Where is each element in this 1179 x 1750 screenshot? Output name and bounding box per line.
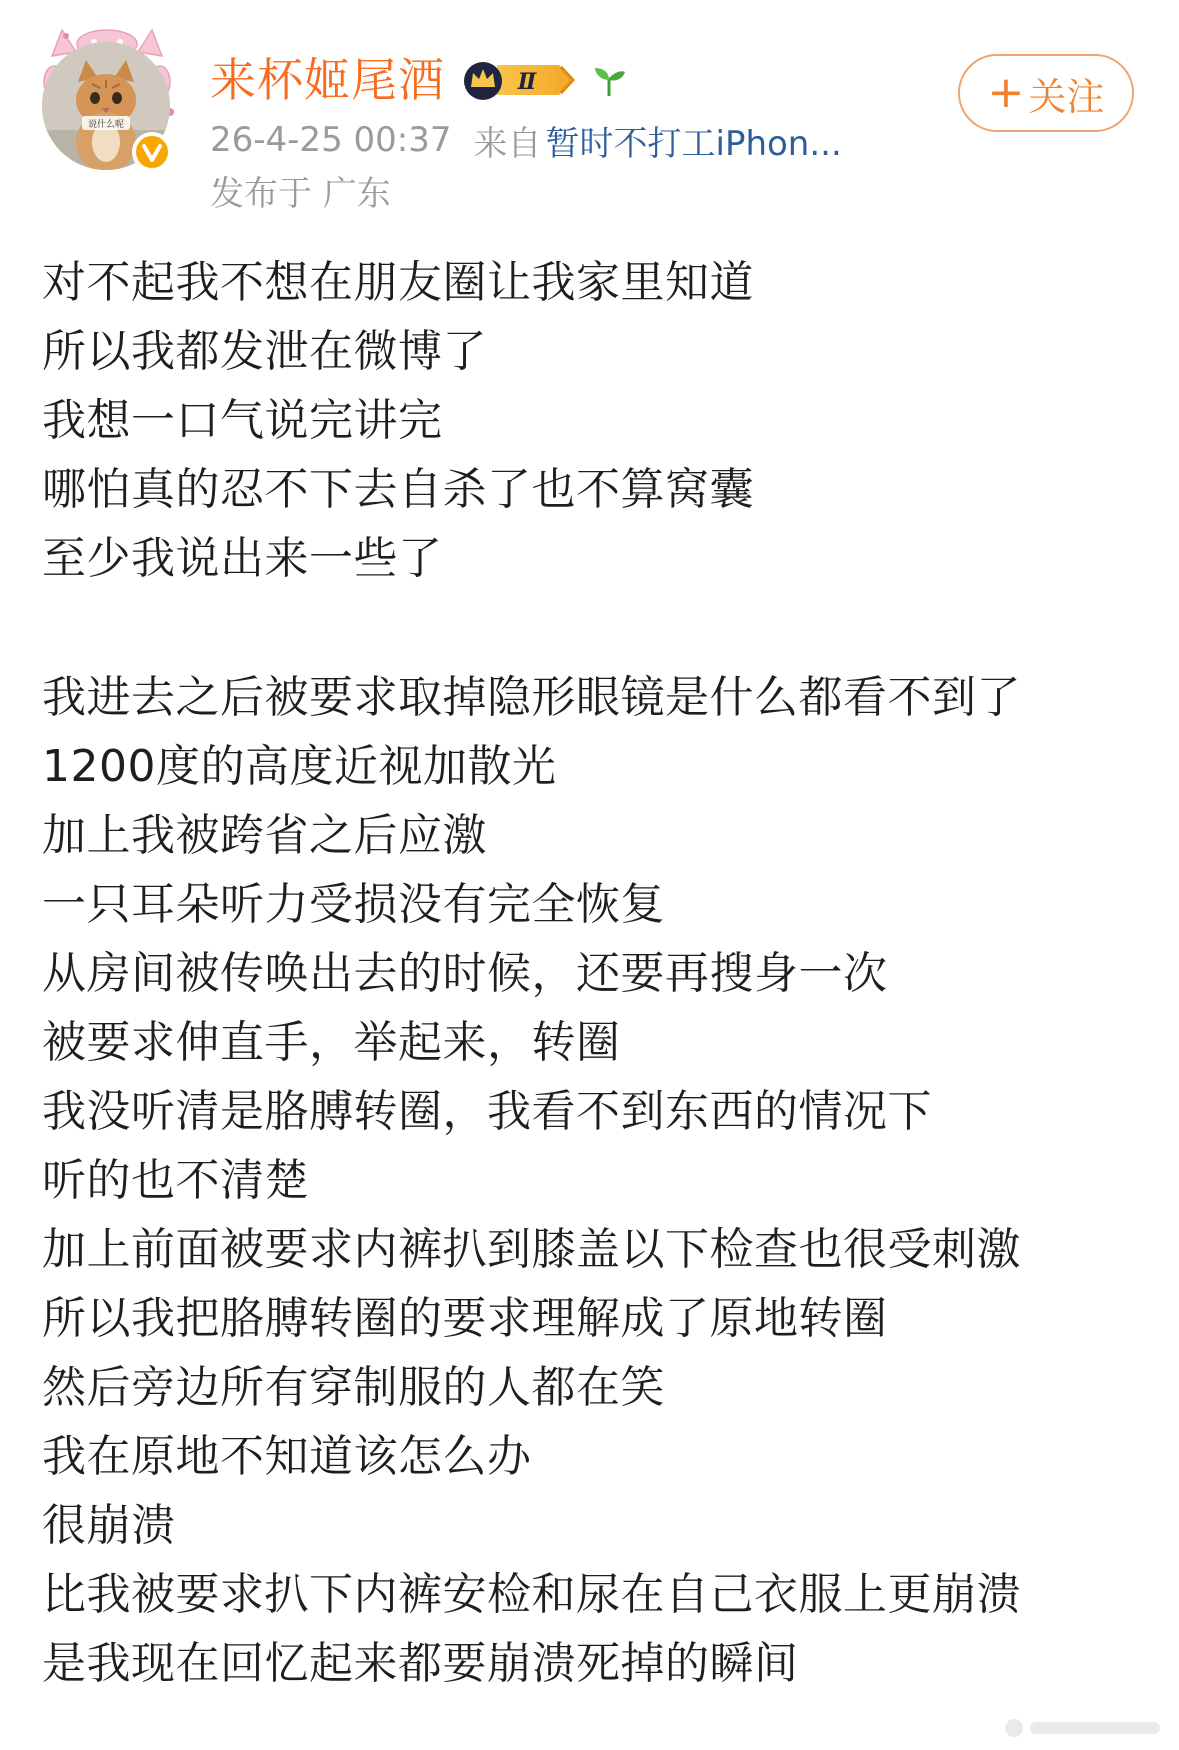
post-timestamp: 26-4-25 00:37 (210, 120, 452, 160)
post-line: 加上我被跨省之后应激 (42, 810, 487, 861)
username-row (210, 50, 629, 110)
post-line: 对不起我不想在朋友圈让我家里知道 (42, 257, 754, 308)
post-line: 1200度的高度近视加散光 (42, 741, 557, 792)
post-meta (210, 116, 842, 164)
post-line: 至少我说出来一些了 (42, 533, 443, 584)
post-line: 听的也不清楚 (42, 1155, 309, 1206)
post-header (0, 0, 1179, 230)
post-location: 发布于 广东 (210, 174, 391, 214)
avatar[interactable] (40, 40, 172, 172)
weibo-watermark-icon (1000, 1716, 1170, 1740)
post-line: 哪怕真的忍不下去自杀了也不算窝囊 (42, 464, 754, 515)
post-line: 是我现在回忆起来都要崩溃死掉的瞬间 (42, 1638, 799, 1689)
post-line: 很崩溃 (42, 1500, 176, 1551)
post-line: 然后旁边所有穿制服的人都在笑 (42, 1362, 665, 1413)
post-line: 加上前面被要求内裤扒到膝盖以下检查也很受刺激 (42, 1224, 1021, 1275)
username[interactable]: 来杯姬尾酒 (210, 53, 445, 107)
post-line: 我在原地不知道该怎么办 (42, 1431, 532, 1482)
post-text (42, 248, 1142, 1698)
paragraph-gap (42, 593, 1142, 663)
post-line: 被要求伸直手，举起来，转圈 (42, 1017, 621, 1068)
post-from-label: 来自 (473, 123, 542, 164)
follow-button[interactable] (958, 54, 1134, 132)
post-line: 所以我把胳膊转圈的要求理解成了原地转圈 (42, 1293, 888, 1344)
post-line: 从房间被传唤出去的时候，还要再搜身一次 (42, 948, 888, 999)
vip-level: Ⅱ (517, 69, 537, 95)
verified-badge-icon (132, 132, 172, 172)
post-line: 我没听清是胳膊转圈，我看不到东西的情况下 (42, 1086, 932, 1137)
follow-label: 关注 (1028, 74, 1105, 119)
post-line: 我想一口气说完讲完 (42, 395, 443, 446)
post-line: 我进去之后被要求取掉隐形眼镜是什么都看不到了 (42, 672, 1021, 723)
post-line: 一只耳朵听力受损没有完全恢复 (42, 879, 665, 930)
post-line: 所以我都发泄在微博了 (42, 326, 487, 377)
post-line: 比我被要求扒下内裤安检和尿在自己衣服上更崩溃 (42, 1569, 1021, 1620)
avatar-caption: 说什么呢 (87, 120, 125, 130)
plus-icon: + (987, 67, 1025, 118)
sprout-icon (589, 60, 629, 100)
crown-vip-badge-icon[interactable] (461, 57, 579, 103)
post-client-link[interactable]: 暂时不打工iPhon... (545, 123, 842, 164)
